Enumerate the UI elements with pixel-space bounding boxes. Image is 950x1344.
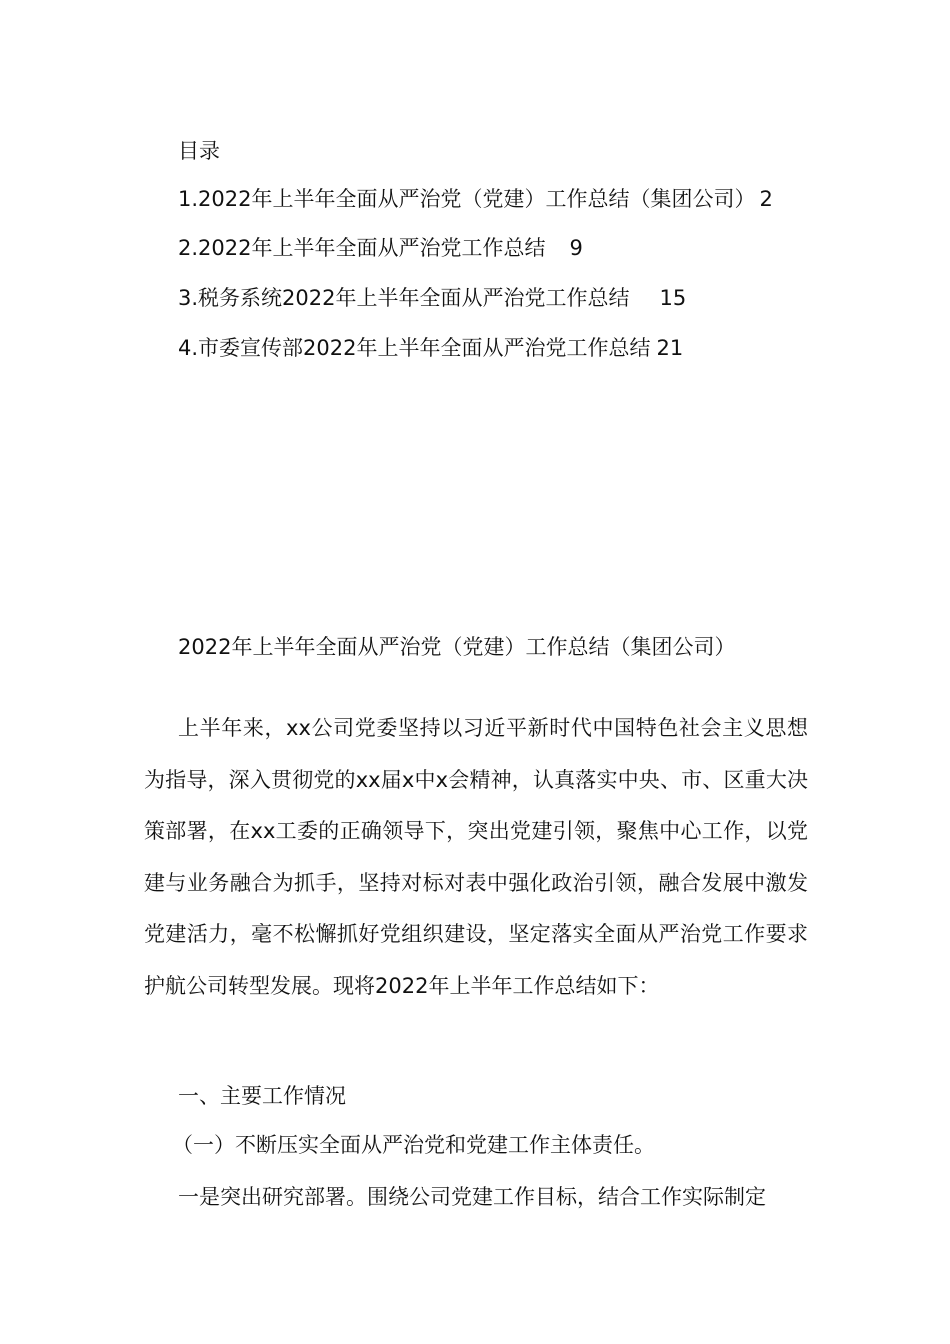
body-paragraph: 一是突出研究部署。围绕公司党建工作目标，结合工作实际制定 [178, 1185, 766, 1209]
toc-item-label: 1.2022年上半年全面从严治党（党建）工作总结（集团公司） [178, 187, 756, 211]
toc-item-page: 15 [659, 286, 687, 310]
toc-item-label: 2.2022年上半年全面从严治党工作总结 [178, 236, 546, 260]
toc-title: 目录 [178, 139, 220, 163]
toc-item-label: 3.税务系统2022年上半年全面从严治党工作总结 [178, 286, 630, 310]
section-heading: 一、主要工作情况 [178, 1084, 346, 1108]
toc-item-page: 2 [759, 187, 773, 211]
toc-item[interactable] [178, 283, 686, 313]
toc-item-page: 21 [656, 336, 684, 360]
document-title: 2022年上半年全面从严治党（党建）工作总结（集团公司） [178, 635, 736, 659]
toc-item-page: 9 [569, 236, 583, 260]
subsection-heading: （一）不断压实全面从严治党和党建工作主体责任。 [172, 1133, 655, 1157]
toc-item[interactable] [178, 233, 583, 263]
toc-item[interactable] [178, 184, 773, 214]
intro-paragraph: 上半年来，xx公司党委坚持以习近平新时代中国特色社会主义思想为指导，深入贯彻党的xx届x中x会精神，认真落实中央、市、区重大决策部署，在xx工委的正确领导下，突出党建引领，聚焦中心工作，以党建与业务融合为抓手，坚持对标对表中强化政治引领，融合发展中激发党建活力，毫不松懈抓好党组织建设，坚定落实全面从严治党工作要求护航公司转型发展。现将2022年上半年工作总结如下： [144, 716, 808, 998]
toc-item[interactable] [178, 333, 683, 363]
toc-item-label: 4.市委宣传部2022年上半年全面从严治党工作总结 [178, 336, 651, 360]
